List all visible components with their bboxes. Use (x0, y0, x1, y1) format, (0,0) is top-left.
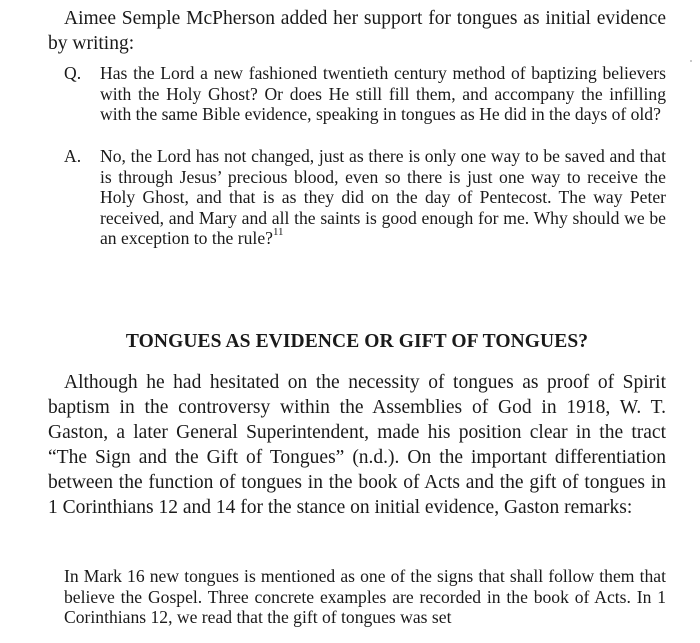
footnote-reference: 11 (272, 226, 284, 239)
answer-label: A. (64, 146, 82, 166)
question-block (64, 63, 666, 125)
intro-paragraph: Aimee Semple McPherson added her support for tongues as initial evidence by writing: (48, 8, 666, 54)
scan-speck (690, 60, 692, 62)
question-text: Has the Lord a new fashioned twentieth century method of baptizing believers with the Holy Ghost? Or does He still fill them, and accompany the infilling with the same Bible evidence, speaking in tongues as He did in the days of old? (100, 63, 666, 124)
answer-body (100, 146, 666, 249)
answer-text: No, the Lord has not changed, just as there is only one way to be saved and that is through Jesus’ precious blood, even so there is just one way to receive the Holy Ghost, and that is as they did on the day of Pentecost. The way Peter received, and Mary and all the saints is good enough for me. Why should we be an exception to the rule? (100, 146, 666, 248)
section-paragraph: Although he had hesitated on the necessity of tongues as proof of Spirit baptism in the controversy within the Assemblies of God in 1918, W. T. Gaston, a later General Superintendent, made his position clear in the tract “The Sign and the Gift of Tongues” (n.d.). On the important differentiation between the function of tongues in the book of Acts and the gift of tongues in 1 Corinthians 12 and 14 for the stance on initial evidence, Gaston remarks: (48, 372, 666, 518)
question-label: Q. (64, 63, 82, 83)
block-quote: In Mark 16 new tongues is mentioned as one of the signs that shall follow them that believe the Gospel. Three concrete examples are recorded in the book of Acts. In 1 Corinthians 12, we read that the gift of tongues was set (64, 566, 666, 627)
answer-block (64, 146, 666, 249)
section-heading: TONGUES AS EVIDENCE OR GIFT OF TONGUES? (125, 331, 589, 352)
